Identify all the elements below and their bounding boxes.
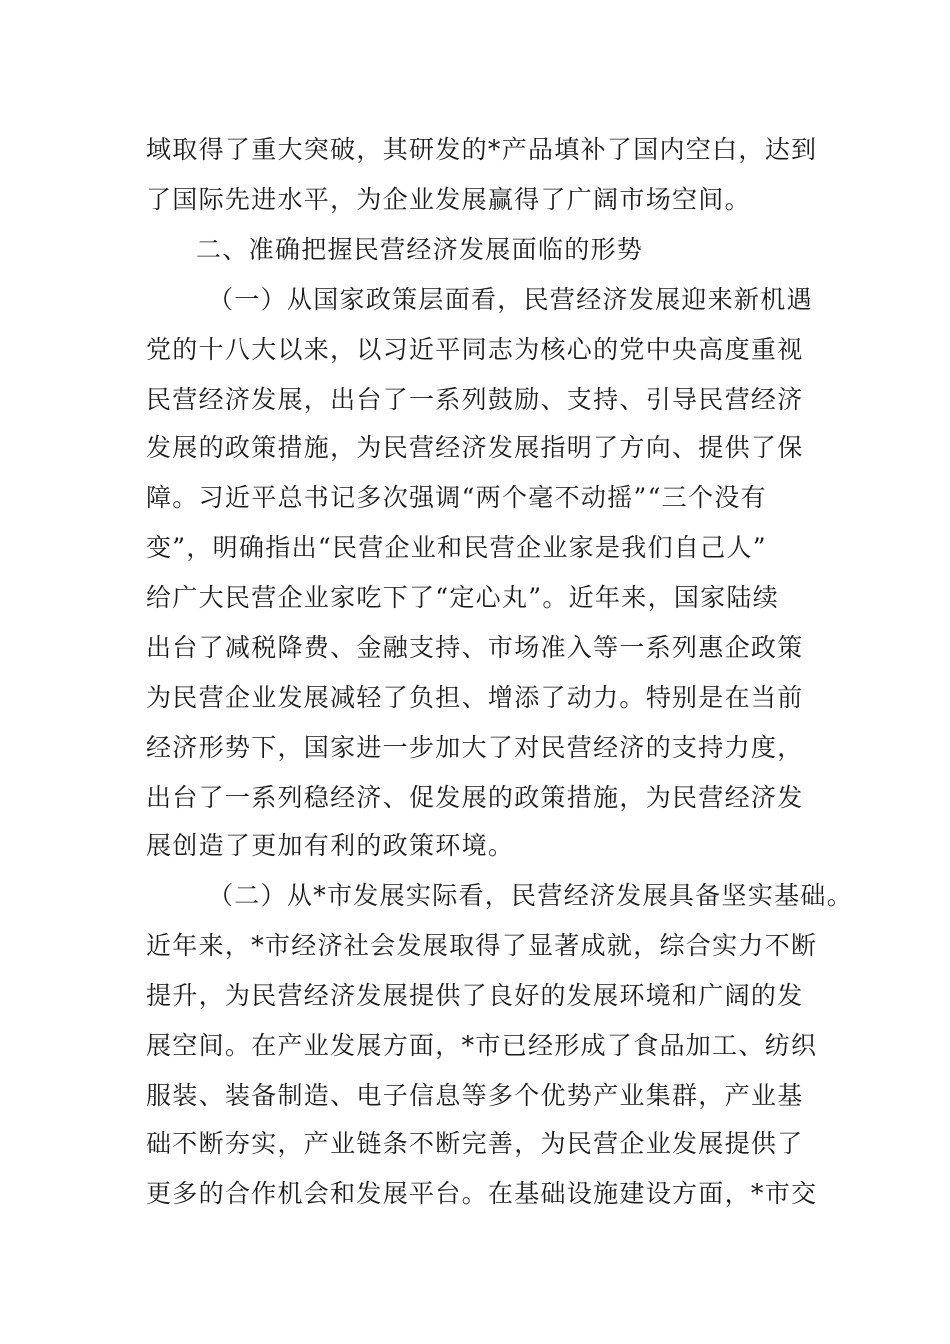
text-line: 础不断夯实，产业链条不断完善，为民营企业发展提供了 <box>146 1129 804 1158</box>
text-line: 变”，明确指出“民营企业和民营企业家是我们自己人” <box>146 533 767 562</box>
text-line: 障。习近平总书记多次强调“两个毫不动摇”“三个没有 <box>146 483 767 512</box>
text-line: 提升，为民营经济发展提供了良好的发展环境和广阔的发 <box>146 981 804 1010</box>
text-line: 出台了减税降费、金融支持、市场准入等一系列惠企政策 <box>146 633 804 662</box>
text-line: 党的十八大以来，以习近平同志为核心的党中央高度重视 <box>146 335 804 364</box>
text-line: 了国际先进水平，为企业发展赢得了广阔市场空间。 <box>146 185 751 214</box>
text-line: 展创造了更加有利的政策环境。 <box>146 831 515 860</box>
subsection-heading: （二）从*市发展实际看，民营经济发展具备坚实基础。 <box>208 881 854 910</box>
text-line: 展空间。在产业发展方面，*市已经形成了食品加工、纺织 <box>146 1031 818 1060</box>
text-line: 民营经济发展，出台了一系列鼓励、支持、引导民营经济 <box>146 385 804 414</box>
section-heading: 二、准确把握民营经济发展面临的形势 <box>196 235 644 264</box>
text-line: 近年来，*市经济社会发展取得了显著成就，综合实力不断 <box>146 931 818 960</box>
text-line: 服装、装备制造、电子信息等多个优势产业集群，产业基 <box>146 1081 804 1110</box>
text-line: 给广大民营企业家吃下了“定心丸”。近年来，国家陆续 <box>146 583 780 612</box>
text-line: 为民营企业发展减轻了负担、增添了动力。特别是在当前 <box>146 683 804 712</box>
text-line: 出台了一系列稳经济、促发展的政策措施，为民营经济发 <box>146 783 804 812</box>
text-line: 域取得了重大突破，其研发的*产品填补了国内空白，达到 <box>146 135 818 164</box>
text-line: 经济形势下，国家进一步加大了对民营经济的支持力度， <box>146 733 804 762</box>
text-line: 发展的政策措施，为民营经济发展指明了方向、提供了保 <box>146 433 804 462</box>
text-line: 更多的合作机会和发展平台。在基础设施建设方面，*市交 <box>146 1179 818 1208</box>
subsection-heading: （一）从国家政策层面看，民营经济发展迎来新机遇 <box>208 285 813 314</box>
